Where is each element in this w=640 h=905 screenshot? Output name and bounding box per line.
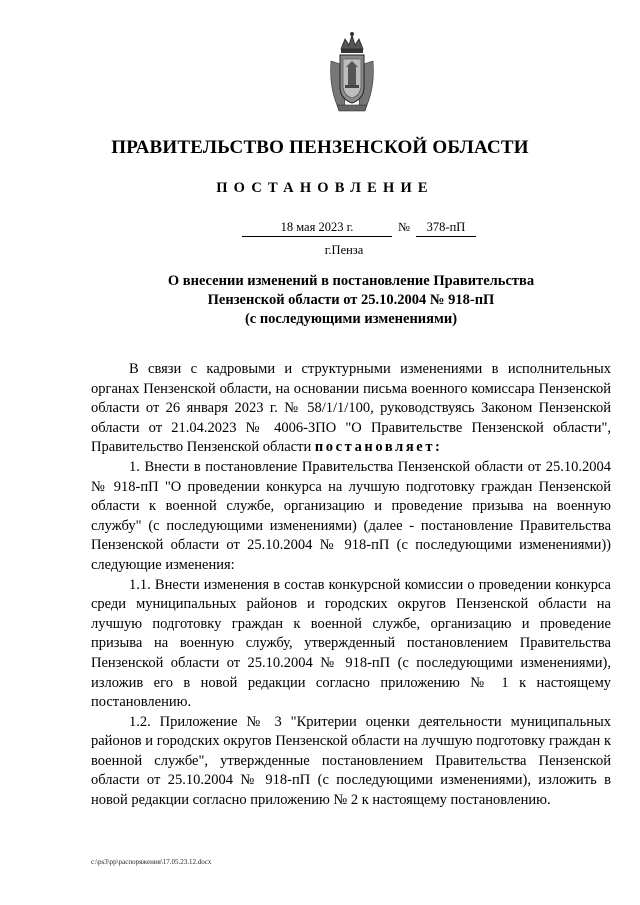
file-path-footer: c:\ps3\pp\распоряжения\17.05.23.12.docx <box>91 858 212 866</box>
preamble-paragraph <box>91 360 611 458</box>
clause-1-1-paragraph: 1.1. Внести изменения в состав конкурсной комиссии о проведении конкурса среди муниципальных районов и городских округов Пензенской области на лучшую подготовку граждан к военной службе, организацию и проведение призыва на военную службу, утвержденный постановлением Правительства Пензенской области от 25.10.2004 № 918-пП (с последующими изменениями), изложив его в новой редакции согласно приложению № 1 к настоящему постановлению. <box>91 576 611 711</box>
city-name: г.Пенза <box>324 243 364 257</box>
subject-line: (с последующими изменениями) <box>244 311 458 327</box>
document-date: 18 мая 2023 г. <box>242 219 392 237</box>
clause-1-2-paragraph: 1.2. Приложение № 3 "Критерии оценки деятельности муниципальных районов и городских округов Пензенской области на лучшую подготовку граждан к военной службе", утвержденные постановлением Правительства Пензенской области от 25.10.2004 № 918-пП (с последующими изменениями), изложить в новой редакции согласно приложению № 2 к настоящему постановлению. <box>91 713 611 809</box>
document-type: ПОСТАНОВЛЕНИЕ <box>216 180 434 196</box>
document-number: 378-пП <box>416 219 476 237</box>
document-body <box>91 360 611 811</box>
decree-word: постановляет: <box>314 439 443 456</box>
subject-line: О внесении изменений в постановление Правительства <box>167 273 535 289</box>
government-title: ПРАВИТЕЛЬСТВО ПЕНЗЕНСКОЙ ОБЛАСТИ <box>111 137 529 158</box>
coat-of-arms-emblem <box>327 31 377 113</box>
number-sign: № <box>398 220 410 234</box>
document-subject <box>0 272 640 329</box>
subject-line: Пензенской области от 25.10.2004 № 918-пП <box>207 292 495 308</box>
preamble-text: В связи с кадровыми и структурными изменениями в исполнительных органах Пензенской области, на основании письма военного комиссара Пензенской области от 26 января 2023 г. № 58/1/1/100, руководствуясь Законом Пензенской области от 21.04.2023 № 4006-ЗПО "О Правительстве Пензенской области", Правительство Пензенской области <box>91 361 611 456</box>
date-number-line <box>0 219 640 239</box>
clause-1-paragraph: 1. Внести в постановление Правительства Пензенской области от 25.10.2004 № 918-пП "О проведении конкурса на лучшую подготовку граждан Пензенской области к военной службе, организацию и проведение призыва на военную службу" (с последующими изменениями) (далее - постановление Правительства Пензенской области от 25.10.2004 № 918-пП (с последующими изменениями)) следующие изменения: <box>91 458 611 573</box>
